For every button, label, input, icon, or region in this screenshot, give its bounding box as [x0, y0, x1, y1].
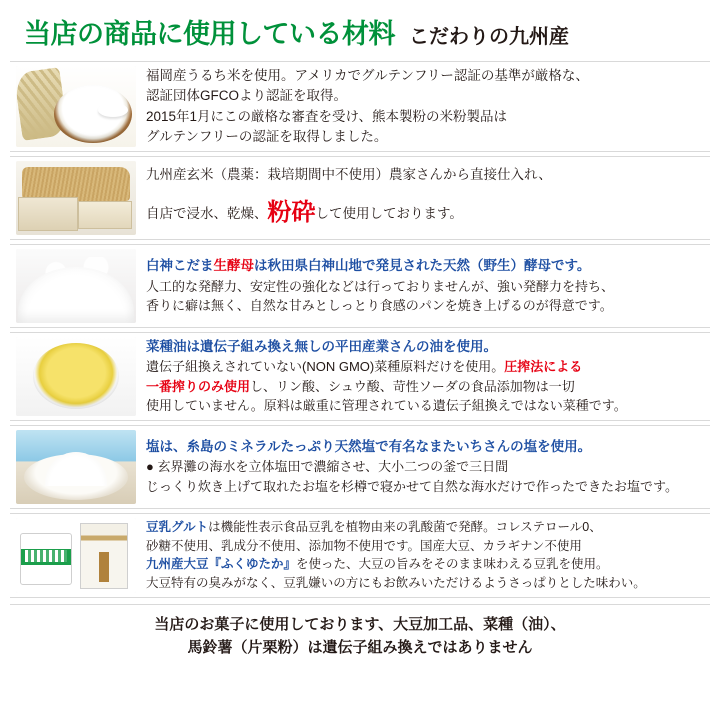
text-line: 人工的な発酵力、安定性の強化などは行っておりませんが、強い発酵力を持ち、 — [146, 278, 615, 294]
text-line: 使用していません。原料は厳重に管理されている遺伝子組換えではない菜種です。 — [146, 398, 627, 414]
text-segment: 遺伝子組換えされていない(NON GMO)菜種原料だけを使用。 — [146, 359, 505, 375]
text-segment: を使った、大豆の旨みをそのまま味わえる豆乳を使用。 — [296, 557, 609, 572]
text-segment: は機能性表示食品豆乳を植物由来の乳酸菌で発酵。コレステロール0、 — [208, 519, 602, 534]
rapeseed-oil-photo — [16, 337, 136, 416]
soy-milk-products-photo — [16, 518, 136, 593]
text-headline — [146, 256, 704, 276]
text-headline — [146, 518, 704, 537]
ingredient-row-salt — [10, 425, 710, 509]
rice-flour-photo — [16, 66, 136, 147]
text-line: 九州産玄米（農薬：栽培期間中不使用）農家さんから直接仕入れ、 — [146, 167, 552, 183]
emphasis-text: 粉砕 — [267, 198, 316, 226]
text-segment: 菜種油は遺伝子組み換え無しの平田産業さんの油を使用。 — [146, 339, 497, 354]
text-segment: 豆乳グルト — [146, 519, 209, 534]
ingredient-row-brown-rice — [10, 156, 710, 240]
text-line: 大豆特有の臭みがなく、豆乳嫌いの方にもお飲みいただけるようさっぱりとした味わい。 — [146, 576, 646, 590]
salt-text — [146, 430, 710, 504]
sea-salt-photo — [16, 430, 136, 504]
yeast-flour-photo — [16, 249, 136, 323]
text-segment: 塩は、糸島のミネラルたっぷり天然塩で有名なまたいちさんの塩を使用。 — [146, 439, 592, 455]
text-line: 福岡産うるち米を使用。アメリカでグルテンフリー認証の基準が厳格な、 — [146, 68, 589, 83]
yeast-text — [146, 249, 710, 323]
text-line: 認証団体GFCOより認証を取得。 — [146, 88, 347, 104]
text-headline — [146, 437, 704, 457]
text-line: じっくり炊き上げて取れたお塩を杉樽で寝かせて自然な海水だけで作ったできたお塩です。 — [146, 478, 678, 494]
footer-line: 馬鈴薯（片栗粉）は遺伝子組み換えではありません — [187, 639, 533, 656]
emphasis-text: 一番搾りのみ使用 — [146, 378, 251, 394]
text-line — [146, 555, 704, 574]
rice-flour-text — [146, 66, 710, 147]
text-line: グルテンフリーの認証を取得しました。 — [146, 128, 388, 144]
text-segment: し、リン酸、シュウ酸、苛性ソーダの食品添加物は一切 — [250, 378, 575, 394]
text-line: 香りに癖は無く、自然な甘みとしっとり食感のパンを焼き上げるのが得意です。 — [146, 298, 613, 314]
soy-milk-text — [146, 518, 710, 593]
text-line — [146, 357, 704, 377]
brown-rice-text — [146, 161, 710, 235]
emphasis-text: 生酵母 — [213, 258, 254, 274]
page-header — [10, 12, 710, 51]
text-line: ● 玄界灘の海水を立体塩田で濃縮させ、大小二つの釜で三日間 — [146, 459, 509, 475]
page-subtitle: こだわりの九州産 — [409, 26, 569, 48]
emphasis-text: 圧搾法による — [504, 359, 583, 375]
text-line — [146, 377, 704, 397]
text-segment: 九州産大豆『ふくゆたか』 — [146, 557, 297, 572]
ingredient-row-rice-flour — [10, 61, 710, 152]
text-line: 砂糖不使用、乳成分不使用、添加物不使用です。国産大豆、カラギナン不使用 — [146, 538, 582, 553]
ingredient-row-yeast — [10, 244, 710, 328]
text-segment: して使用しております。 — [315, 205, 463, 221]
footer-note — [10, 604, 710, 660]
text-line-with-emphasis — [146, 195, 704, 231]
ingredient-rows — [10, 61, 710, 598]
page-title: 当店の商品に使用している材料 — [24, 19, 395, 49]
text-segment: は秋田県白神山地で発見された天然（野生）酵母です。 — [254, 258, 591, 274]
footer-line: 当店のお菓子に使用しております、大豆加工品、菜種（油）、 — [154, 615, 566, 633]
rapeseed-oil-text — [146, 337, 710, 416]
ingredient-row-rapeseed-oil — [10, 332, 710, 421]
text-line: 2015年1月にこの厳格な審査を受け、熊本製粉の米粉製品は — [146, 108, 507, 124]
brown-rice-photo — [16, 161, 136, 235]
ingredient-row-soy-milk — [10, 513, 710, 598]
text-headline — [146, 337, 704, 357]
text-segment: 自店で浸水、乾燥、 — [146, 205, 268, 221]
text-segment: 白神こだま — [146, 258, 214, 274]
